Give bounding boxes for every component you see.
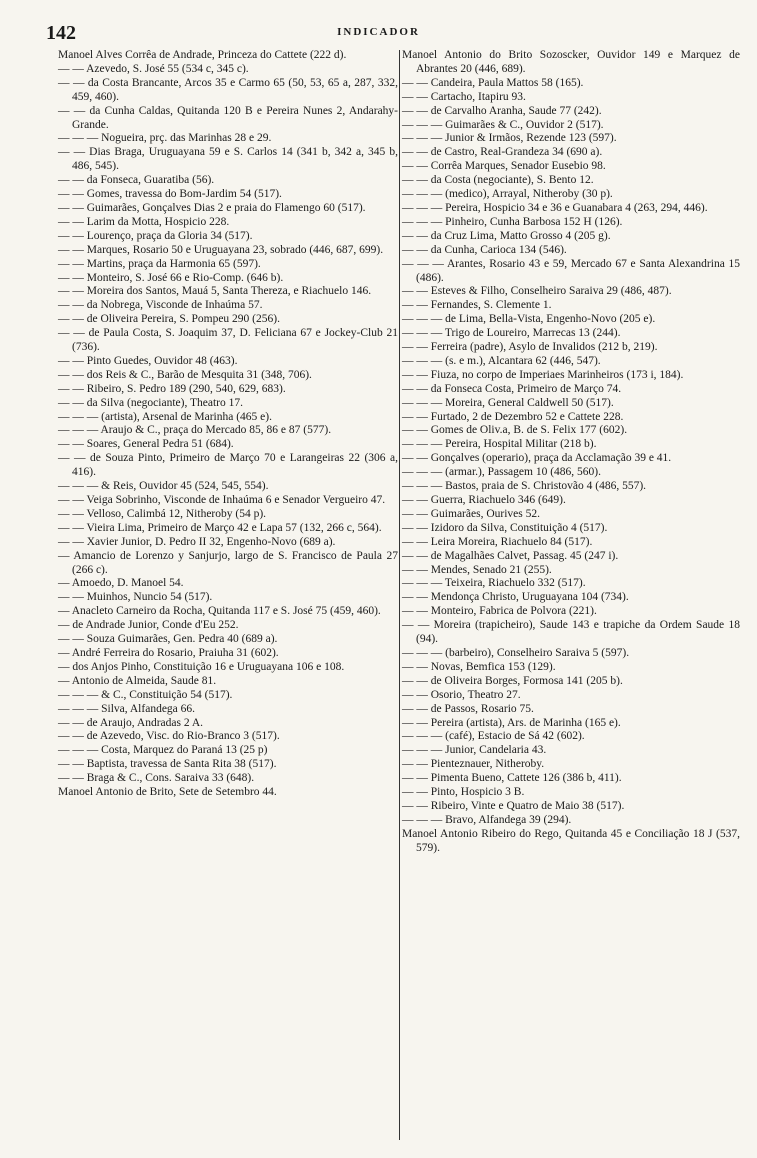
directory-entry: — — Gomes, travessa do Bom-Jardim 54 (517).	[58, 188, 282, 201]
directory-entry: — — de Castro, Real-Grandeza 34 (690 a).	[402, 146, 603, 159]
directory-entry: — — — Pereira, Hospital Militar (218 b).	[402, 438, 597, 451]
directory-entry: — — Furtado, 2 de Dezembro 52 e Cattete 228.	[402, 410, 624, 423]
directory-entry: — — — (barbeiro), Conselheiro Saraiva 5 (597).	[402, 646, 630, 659]
directory-entry: — — — Junior, Candelaria 43.	[402, 744, 547, 757]
directory-entry: — de Andrade Junior, Conde d'Eu 252.	[58, 619, 239, 632]
directory-entry: — — da Cunha Caldas, Quitanda 120 B e Pereira Nunes 2, Andarahy-Grande.	[58, 104, 398, 131]
directory-entry: — — — Moreira, General Caldwell 50 (517).	[402, 396, 614, 409]
directory-entry: — — de Souza Pinto, Primeiro de Março 70 e Larangeiras 22 (306 a, 416).	[58, 452, 398, 479]
directory-entry: — — da Cunha, Carioca 134 (546).	[402, 243, 567, 256]
directory-entry: — — — Trigo de Loureiro, Marrecas 13 (244).	[402, 327, 621, 340]
directory-entry: — — de Oliveira Pereira, S. Pompeu 290 (256).	[58, 313, 280, 326]
directory-entry: — — Ferreira (padre), Asylo de Invalidos (212 b, 219).	[402, 341, 658, 354]
directory-entry: — — Moreira (trapicheiro), Saude 143 e trapiche da Ordem Saude 18 (94).	[402, 619, 740, 646]
directory-entry: — — Pinto, Hospicio 3 B.	[402, 786, 525, 799]
directory-entry: — — Candeira, Paula Mattos 58 (165).	[402, 76, 584, 89]
directory-entry: — — Guimarães, Ourives 52.	[402, 507, 540, 520]
directory-entry: — — dos Reis & C., Barão de Mesquita 31 (348, 706).	[58, 368, 312, 381]
directory-entry: — — Fiuza, no corpo de Imperiaes Marinheiros (173 i, 184).	[402, 368, 684, 381]
directory-entry: — — de Oliveira Borges, Formosa 141 (205 b).	[402, 674, 623, 687]
directory-entry: — — Gomes de Oliv.a, B. de S. Felix 177 (602).	[402, 424, 628, 437]
directory-entry: — — — (armar.), Passagem 10 (486, 560).	[402, 466, 601, 479]
directory-entry: — — — Guimarães & C., Ouvidor 2 (517).	[402, 118, 604, 131]
directory-entry: — — Lourenço, praça da Gloria 34 (517).	[58, 229, 253, 242]
directory-entry: — — Fernandes, S. Clemente 1.	[402, 299, 552, 312]
directory-entry: — — da Silva (negociante), Theatro 17.	[58, 396, 244, 409]
directory-entry: — — Baptista, travessa de Santa Rita 38 (517).	[58, 758, 277, 771]
directory-entry: — — Braga & C., Cons. Saraiva 33 (648).	[58, 772, 255, 785]
left-column	[58, 49, 398, 800]
directory-entry: — — Marques, Rosario 50 e Uruguayana 23, sobrado (446, 687, 699).	[58, 243, 384, 256]
directory-entry: — Antonio de Almeida, Saude 81.	[58, 674, 217, 687]
directory-entry: — — Novas, Bemfica 153 (129).	[402, 660, 556, 673]
directory-entry: — — Xavier Junior, D. Pedro II 32, Engenho-Novo (689 a).	[58, 535, 336, 548]
directory-entry: — — — (medico), Arrayal, Nitheroby (30 p).	[402, 188, 613, 201]
directory-entry: — — de Carvalho Aranha, Saude 77 (242).	[402, 104, 602, 117]
directory-entry: — — de Araujo, Andradas 2 A.	[58, 716, 204, 729]
directory-entry: Manoel Antonio do Brito Sozoscker, Ouvidor 149 e Marquez de Abrantes 20 (446, 689).	[402, 49, 740, 75]
directory-entry: — — Osorio, Theatro 27.	[402, 688, 521, 701]
directory-entry: — — — Pereira, Hospicio 34 e 36 e Guanabara 4 (263, 294, 446).	[402, 201, 708, 214]
directory-entry: — — Martins, praça da Harmonia 65 (597).	[58, 257, 261, 270]
directory-entry: — — — Silva, Alfandega 66.	[58, 702, 196, 715]
directory-entry: — — Pinto Guedes, Ouvidor 48 (463).	[58, 354, 238, 367]
directory-entry: — — — Arantes, Rosario 43 e 59, Mercado 67 e Santa Alexandrina 15 (486).	[402, 257, 740, 284]
directory-entry: — — Leira Moreira, Riachuelo 84 (517).	[402, 535, 593, 548]
directory-entry: — — Izidoro da Silva, Constituição 4 (517).	[402, 521, 608, 534]
directory-entry: — — da Cruz Lima, Matto Grosso 4 (205 g).	[402, 229, 611, 242]
directory-entry: — — — Bravo, Alfandega 39 (294).	[402, 813, 572, 826]
directory-entry: — — Mendes, Senado 21 (255).	[402, 563, 552, 576]
directory-entry: — — — (s. e m.), Alcantara 62 (446, 547).	[402, 354, 601, 367]
directory-entry: — — Pereira (artista), Ars. de Marinha (165 e).	[402, 716, 621, 729]
directory-entry: — Anacleto Carneiro da Rocha, Quitanda 117 e S. José 75 (459, 460).	[58, 605, 381, 618]
directory-entry: — — Gonçalves (operario), praça da Acclamação 39 e 41.	[402, 452, 672, 465]
directory-entry: — — Ribeiro, Vinte e Quatro de Maio 38 (517).	[402, 799, 625, 812]
directory-entry: — — Soares, General Pedra 51 (684).	[58, 438, 234, 451]
directory-entry: — — — Pinheiro, Cunha Barbosa 152 H (126).	[402, 215, 623, 228]
directory-entry: Manoel Antonio de Brito, Sete de Setembro 44.	[58, 786, 277, 799]
directory-entry: — Amoedo, D. Manoel 54.	[58, 577, 184, 590]
directory-entry: — — Esteves & Filho, Conselheiro Saraiva 29 (486, 487).	[402, 285, 672, 298]
directory-entry: — — Dias Braga, Uruguayana 59 e S. Carlos 14 (341 b, 342 a, 345 b, 486, 545).	[58, 146, 398, 173]
directory-entry: — — — & C., Constituição 54 (517).	[58, 688, 233, 701]
directory-entry: — — — Bastos, praia de S. Christovão 4 (486, 557).	[402, 480, 647, 493]
page-number: 142	[46, 22, 76, 44]
directory-entry: — — de Passos, Rosario 75.	[402, 702, 534, 715]
directory-entry: — — — Araujo & C., praça do Mercado 85, 86 e 87 (577).	[58, 424, 332, 437]
directory-entry: — — Monteiro, S. José 66 e Rio-Comp. (646 b).	[58, 271, 284, 284]
directory-entry: — — Guerra, Riachuelo 346 (649).	[402, 494, 566, 506]
directory-entry: — — Corrêa Marques, Senador Eusebio 98.	[402, 160, 606, 173]
directory-entry: — — Larim da Motta, Hospicio 228.	[58, 215, 230, 228]
directory-entry: — — Veiga Sobrinho, Visconde de Inhaúma 6 e Senador Vergueiro 47.	[58, 494, 386, 506]
column-divider	[399, 50, 400, 1140]
directory-entry: — — — & Reis, Ouvidor 45 (524, 545, 554).	[58, 480, 269, 493]
directory-entry: — — Muinhos, Nuncio 54 (517).	[58, 591, 213, 604]
directory-entry: — — Pimenta Bueno, Cattete 126 (386 b, 411).	[402, 772, 622, 785]
directory-entry: — André Ferreira do Rosario, Praiuha 31 (602).	[58, 646, 279, 659]
running-head: INDICADOR	[337, 26, 420, 38]
directory-entry: — — — Junior & Irmãos, Rezende 123 (597).	[402, 132, 617, 145]
directory-entry: Manoel Alves Corrêa de Andrade, Princeza do Cattete (222 d).	[58, 49, 347, 61]
directory-entry: — — de Magalhães Calvet, Passag. 45 (247 i).	[402, 549, 619, 562]
directory-entry: — — da Nobrega, Visconde de Inhaúma 57.	[58, 299, 263, 312]
directory-entry: — — Guimarães, Gonçalves Dias 2 e praia do Flamengo 60 (517).	[58, 201, 366, 214]
directory-entry: — — Cartacho, Itapiru 93.	[402, 90, 526, 103]
directory-entry: — — da Costa (negociante), S. Bento 12.	[402, 174, 594, 187]
right-column	[402, 49, 740, 856]
directory-entry: — — da Fonseca Costa, Primeiro de Março 74.	[402, 382, 622, 395]
directory-entry: — — de Azevedo, Visc. do Rio-Branco 3 (517).	[58, 730, 280, 743]
directory-entry: — — — Teixeira, Riachuelo 332 (517).	[402, 577, 586, 590]
directory-entry: — — — (artista), Arsenal de Marinha (465 e).	[58, 410, 272, 423]
directory-entry: Manoel Antonio Ribeiro do Rego, Quitanda 45 e Conciliação 18 J (537, 579).	[402, 827, 740, 854]
directory-entry: — — Vieira Lima, Primeiro de Março 42 e Lapa 57 (132, 266 c, 564).	[58, 521, 382, 534]
directory-entry: — — Velloso, Calimbá 12, Nitheroby (54 p).	[58, 507, 267, 520]
directory-entry: — — — Nogueira, prç. das Marinhas 28 e 29.	[58, 132, 272, 145]
directory-entry: — — da Costa Brancante, Arcos 35 e Carmo 65 (50, 53, 65 a, 287, 332, 459, 460).	[58, 76, 398, 103]
directory-entry: — — — Costa, Marquez do Paraná 13 (25 p)	[58, 744, 268, 757]
directory-entry: — — Moreira dos Santos, Mauá 5, Santa Thereza, e Riachuelo 146.	[58, 285, 372, 298]
directory-entry: — — da Fonseca, Guaratiba (56).	[58, 174, 215, 187]
directory-entry: — — Monteiro, Fabrica de Polvora (221).	[402, 605, 597, 618]
directory-entry: — — Ribeiro, S. Pedro 189 (290, 540, 629, 683).	[58, 382, 286, 395]
directory-entry: — — Pienteznauer, Nitheroby.	[402, 758, 545, 771]
directory-entry: — — — (café), Estacio de Sá 42 (602).	[402, 730, 585, 743]
directory-entry: — — — de Lima, Bella-Vista, Engenho-Novo (205 e).	[402, 313, 656, 326]
directory-entry: — — Mendonça Christo, Uruguayana 104 (734).	[402, 591, 629, 604]
directory-entry: — — Souza Guimarães, Gen. Pedra 40 (689 a).	[58, 633, 278, 646]
directory-entry: — — de Paula Costa, S. Joaquim 37, D. Feliciana 67 e Jockey-Club 21 (736).	[58, 327, 398, 354]
directory-entry: — Amancio de Lorenzo y Sanjurjo, largo de S. Francisco de Paula 27 (266 c).	[58, 549, 398, 576]
directory-entry: — — Azevedo, S. José 55 (534 c, 345 c).	[58, 62, 249, 75]
directory-entry: — dos Anjos Pinho, Constituição 16 e Uruguayana 106 e 108.	[58, 660, 345, 673]
